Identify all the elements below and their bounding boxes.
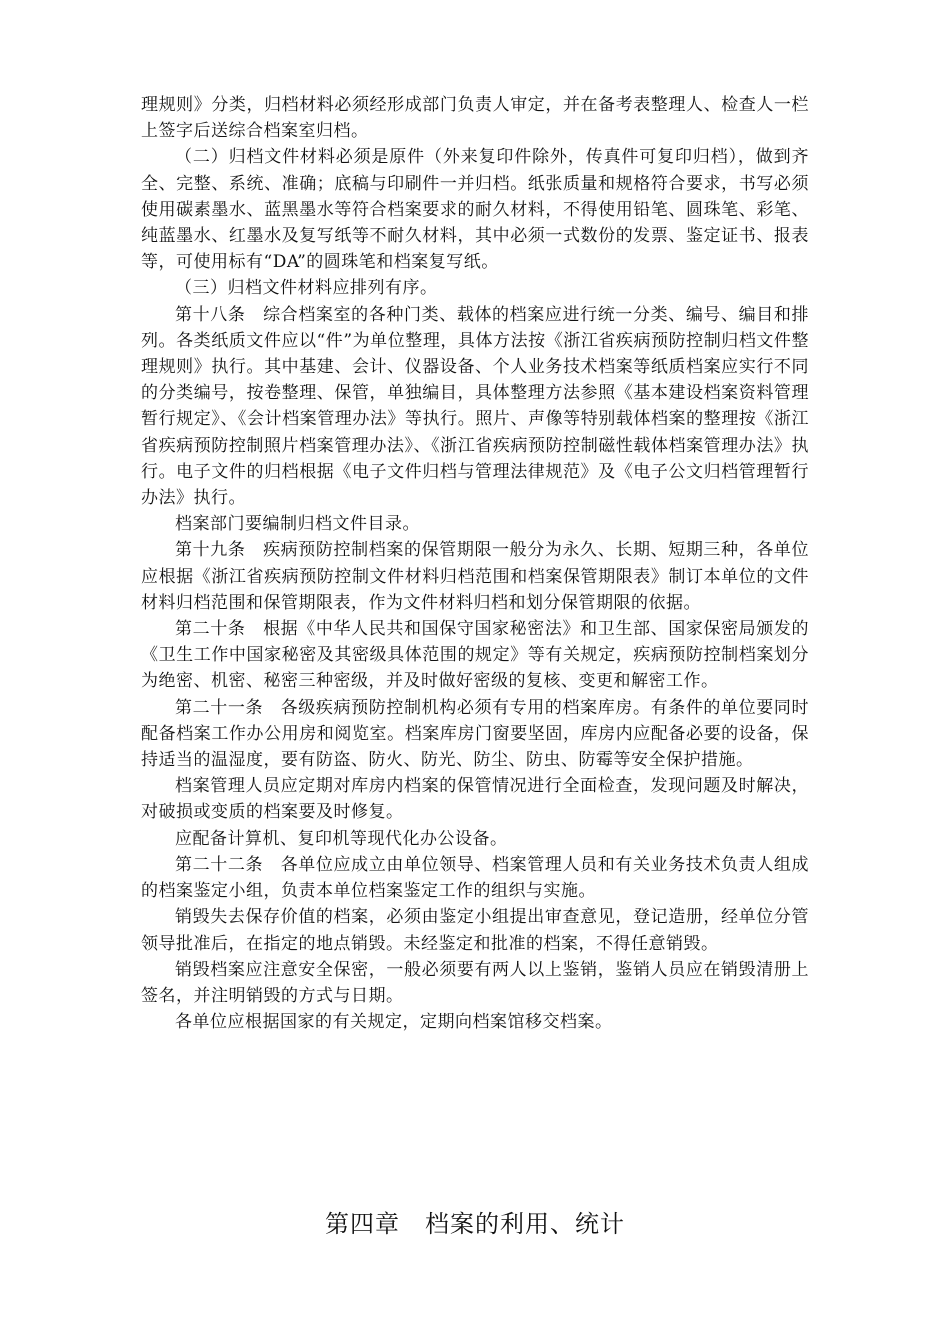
article-19: 第十九条 疾病预防控制档案的保管期限一般分为永久、长期、短期三种，各单位应根据《浙江省疾病预防控制文件材料归档范围和档案保管期限表》制订本单位的文件材料归档范围和保管期限表，作为文件材料归档和划分保管期限的依据。 <box>141 540 809 613</box>
body-text <box>141 92 809 1035</box>
paragraph: 档案管理人员应定期对库房内档案的保管情况进行全面检查，发现问题及时解决，对破损或变质的档案要及时修复。 <box>141 776 809 823</box>
paragraph: 各单位应根据国家的有关规定，定期向档案馆移交档案。 <box>175 1012 613 1033</box>
paragraph: 档案部门要编制归档文件目录。 <box>175 514 420 535</box>
article-21: 第二十一条 各级疾病预防控制机构必须有专用的档案库房。有条件的单位要同时配备档案工作办公用房和阅览室。档案库房门窗要坚固，库房内应配备必要的设备，保持适当的温湿度，要有防盗、防火、防光、防尘、防虫、防霉等安全保护措施。 <box>141 697 809 771</box>
chapter-title: 第四章 档案的利用、统计 <box>325 1210 625 1238</box>
paragraph: 应配备计算机、复印机等现代化办公设备。 <box>175 828 508 849</box>
paragraph: 销毁失去保存价值的档案，必须由鉴定小组提出审查意见，登记造册，经单位分管领导批准后，在指定的地点销毁。未经鉴定和批准的档案，不得任意销毁。 <box>141 907 809 954</box>
article-22: 第二十二条 各单位应成立由单位领导、档案管理人员和有关业务技术负责人组成的档案鉴定小组，负责本单位档案鉴定工作的组织与实施。 <box>141 854 809 902</box>
paragraph: （三）归档文件材料应排列有序。 <box>175 278 438 299</box>
paragraph: 理规则》分类，归档材料必须经形成部门负责人审定，并在备考表整理人、检查人一栏上签字后送综合档案室归档。 <box>141 95 809 142</box>
paragraph: （二）归档文件材料必须是原件（外来复印件除外，传真件可复印归档），做到齐全、完整、系统、准确；底稿与印刷件一并归档。纸张质量和规格符合要求，书写必须使用碳素墨水、蓝黑墨水等符合档案要求的耐久材料，不得使用铅笔、圆珠笔、彩笔、纯蓝墨水、红墨水及复写纸等不耐久材料，其中必须一式数份的发票、鉴定证书、报表等，可使用标有“DA”的圆珠笔和档案复写纸。 <box>141 147 809 273</box>
paragraph: 销毁档案应注意安全保密，一般必须要有两人以上鉴销，鉴销人员应在销毁清册上签名，并注明销毁的方式与日期。 <box>141 959 809 1006</box>
article-18: 第十八条 综合档案室的各种门类、载体的档案应进行统一分类、编号、编目和排列。各类纸质文件应以“件”为单位整理，具体方法按《浙江省疾病预防控制归档文件整理规则》执行。其中基建、会计、仪器设备、个人业务技术档案等纸质档案应实行不同的分类编号，按卷整理、保管，单独编目，具体整理方法参照《基本建设档案资料管理暂行规定》、《会计档案管理办法》等执行。照片、声像等特别载体档案的整理按《浙江省疾病预防控制照片档案管理办法》、《浙江省疾病预防控制磁性载体档案管理办法》执行。电子文件的归档根据《电子文件归档与管理法律规范》及《电子公文归档管理暂行办法》执行。 <box>141 304 809 509</box>
article-20: 第二十条 根据《中华人民共和国保守国家秘密法》和卫生部、国家保密局颁发的《卫生工作中国家秘密及其密级具体范围的规定》等有关规定，疾病预防控制档案划分为绝密、机密、秘密三种密级，并及时做好密级的复核、变更和解密工作。 <box>141 619 809 692</box>
